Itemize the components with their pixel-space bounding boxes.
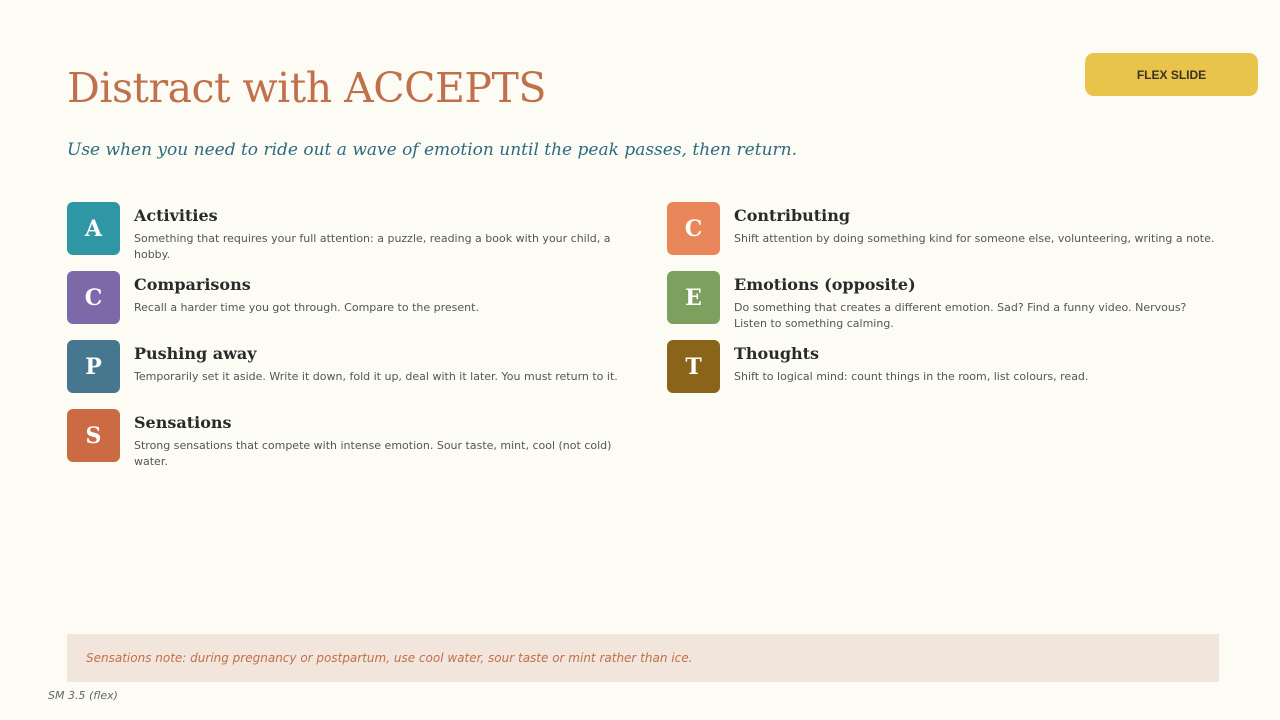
item-description: Strong sensations that compete with intense emotion. Sour taste, mint, cool (not cold) water. [134,439,612,468]
letter-tile: C [67,271,120,324]
letter-tile: A [67,202,120,255]
slide-title: Distract with ACCEPTS [67,64,546,112]
accepts-item-activities [67,202,627,262]
item-title: Sensations [134,413,232,432]
item-description: Recall a harder time you got through. Compare to the present. [134,301,479,314]
item-description: Something that requires your full attention: a puzzle, reading a book with your child, a hobby. [134,232,611,261]
item-description: Shift attention by doing something kind for someone else, volunteering, writing a note. [734,232,1215,245]
letter-tile: S [67,409,120,462]
sensations-note-text: Sensations note: during pregnancy or postpartum, use cool water, sour taste or mint rather than ice. [86,651,693,665]
letter-tile: C [667,202,720,255]
item-description: Do something that creates a different emotion. Sad? Find a funny video. Nervous? Listen to something calming. [734,301,1187,330]
letter-tile: E [667,271,720,324]
accepts-item-emotions [667,271,1227,331]
item-description: Shift to logical mind: count things in the room, list colours, read. [734,370,1089,383]
item-description: Temporarily set it aside. Write it down, fold it up, deal with it later. You must return to it. [134,370,618,383]
accepts-item-comparisons [67,271,627,331]
slide-subtitle: Use when you need to ride out a wave of emotion until the peak passes, then return. [67,140,798,160]
item-title: Comparisons [134,275,251,294]
flex-slide-badge: FLEX SLIDE [1085,53,1258,96]
item-title: Activities [134,206,218,225]
accepts-item-pushing-away [67,340,627,400]
letter-tile: T [667,340,720,393]
slide-footer: SM 3.5 (flex) [48,689,118,702]
item-title: Thoughts [734,344,820,363]
accepts-item-contributing [667,202,1227,262]
item-title: Contributing [734,206,851,225]
item-title: Pushing away [134,344,257,363]
item-title: Emotions (opposite) [734,275,916,294]
accepts-item-thoughts [667,340,1227,400]
accepts-item-sensations [67,409,627,469]
sensations-note-box [67,634,1219,682]
letter-tile: P [67,340,120,393]
